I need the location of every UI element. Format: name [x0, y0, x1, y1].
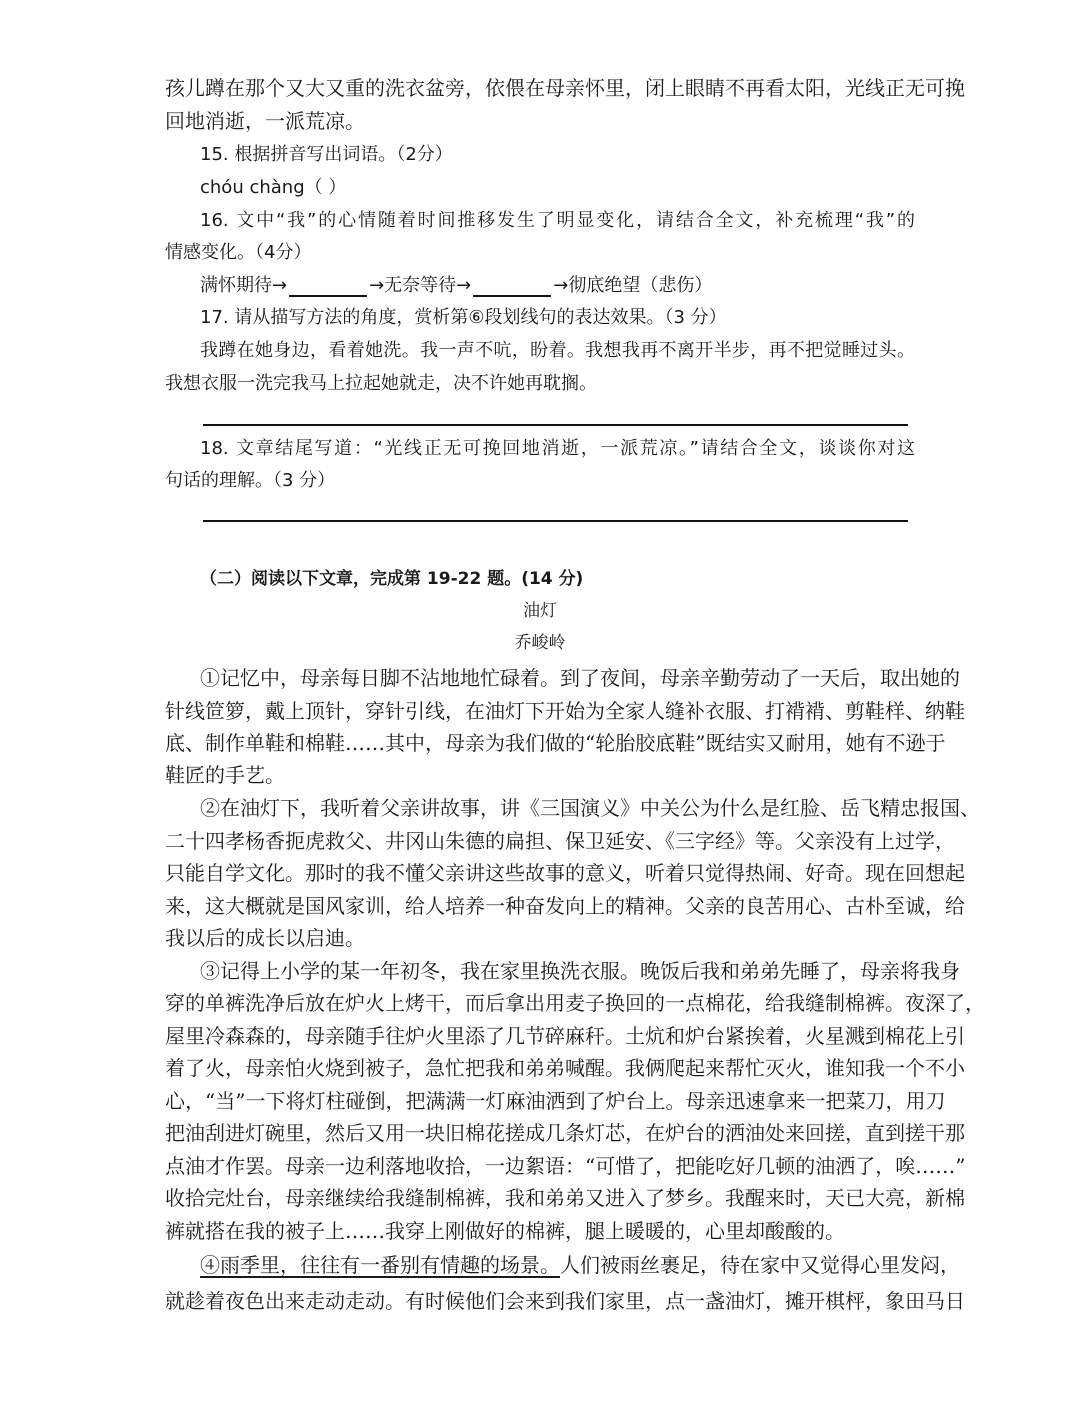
- paragraph-line: ②在油灯下，我听着父亲讲故事，讲《三国演义》中关公为什么是红脸、岳飞精忠报国、: [200, 796, 980, 820]
- question-16-emotion-chain: [200, 270, 915, 302]
- question-17-prompt: 17. 请从描写方法的角度，赏析第⑥段划线句的表达效果。（3 分）: [200, 307, 727, 328]
- paragraph-line: 穿的单裤洗净后放在炉火上烤干，而后拿出用麦子换回的一点棉花，给我缝制棉裤。夜深了，: [165, 991, 985, 1015]
- answer-line[interactable]: [203, 424, 908, 426]
- question-16-prompt: 情感变化。（4分）: [165, 242, 312, 263]
- paragraph-line: 屋里冷森森的，母亲随手往炉火里添了几节碎麻秆。土炕和炉台紧挨着，火星溅到棉花上引: [165, 1024, 965, 1048]
- paragraph-line: 心，“当”一下将灯柱碰倒，把满满一灯麻油洒到了炉台上。母亲迅速拿来一把菜刀，用刀: [165, 1089, 946, 1113]
- paragraph-line: [200, 1249, 960, 1281]
- paragraph-line: 裤就搭在我的被子上……我穿上刚做好的棉裤，腿上暖暖的，心里却酸酸的。: [165, 1219, 845, 1243]
- question-17-quote: 我蹲在她身边，看着她洗。我一声不吭，盼着。我想我再不离开半步，再不把觉睡过头。: [200, 340, 915, 361]
- question-18-prompt: 句话的理解。（3 分）: [165, 470, 336, 491]
- paragraph-line: 针线笸箩，戴上顶针，穿针引线，在油灯下开始为全家人缝补衣服、打褙褙、剪鞋样、纳鞋: [165, 699, 965, 723]
- paragraph-line: ①记忆中，母亲每日脚不沾地地忙碌着。到了夜间，母亲辛勤劳动了一天后，取出她的: [200, 666, 960, 690]
- article-author: 乔峻岭: [514, 633, 566, 653]
- question-16-prompt: 16. 文中“我”的心情随着时间推移发生了明显变化，请结合全文，补充梳理“我”的: [200, 210, 915, 231]
- question-15-prompt: 15. 根据拼音写出词语。（2分）: [200, 144, 453, 165]
- answer-blank[interactable]: [473, 275, 551, 297]
- paragraph-line: 着了火，母亲怕火烧到被子，急忙把我和弟弟喊醒。我俩爬起来帮忙灭火，谁知我一个不小: [165, 1056, 965, 1080]
- chain-step: →无奈等待→: [369, 275, 472, 296]
- paragraph-line: 鞋匠的手艺。: [165, 763, 285, 787]
- answer-blank[interactable]: [289, 275, 367, 297]
- paragraph-line: 把油刮进灯碗里，然后又用一块旧棉花搓成几条灯芯，在炉台的洒油处来回搓，直到搓干那: [165, 1121, 965, 1145]
- chain-step: →彻底绝望（悲伤）: [553, 275, 713, 296]
- paragraph-line: 点油才作罢。母亲一边利落地收拾，一边絮语：“可惜了，把能吃好几顿的油洒了，唉……”: [165, 1154, 966, 1178]
- paragraph-line: 来，这大概就是国风家训，给人培养一种奋发向上的精神。父亲的良苦用心、古朴至诚，给: [165, 894, 965, 918]
- paragraph-line: 底、制作单鞋和棉鞋……其中，母亲为我们做的“轮胎胶底鞋”既结实又耐用，她有不逊于: [165, 731, 946, 755]
- paragraph-line: ③记得上小学的某一年初冬，我在家里换洗衣服。晚饭后我和弟弟先睡了，母亲将我身: [200, 959, 960, 983]
- article-title: 油灯: [523, 601, 557, 621]
- underlined-sentence: ④雨季里，往往有一番别有情趣的场景。: [200, 1253, 560, 1277]
- story-text-line: 回地消逝，一派荒凉。: [165, 109, 365, 133]
- paragraph-line: 二十四孝杨香扼虎救父、井冈山朱德的扁担、保卫延安、《三字经》等。父亲没有上过学，: [165, 829, 955, 853]
- paragraph-line: 收拾完灶台，母亲继续给我缝制棉裤，我和弟弟又进入了梦乡。我醒来时，天已大亮，新棉: [165, 1186, 965, 1210]
- paragraph-line: 只能自学文化。那时的我不懂父亲讲这些故事的意义，听着只觉得热闹、好奇。现在回想起: [165, 861, 965, 885]
- paragraph-line: 我以后的成长以启迪。: [165, 926, 365, 950]
- paragraph-line: 就趁着夜色出来走动走动。有时候他们会来到我们家里，点一盏油灯，摊开棋枰，象田马日: [165, 1289, 965, 1313]
- paragraph-text: 人们被雨丝裹足，待在家中又觉得心里发闷，: [560, 1253, 960, 1277]
- question-18-prompt: 18. 文章结尾写道：“光线正无可挽回地消逝，一派荒凉。”请结合全文，谈谈你对这: [200, 438, 915, 459]
- story-text-line: 孩儿蹲在那个又大又重的洗衣盆旁，依偎在母亲怀里，闭上眼睛不再看太阳，光线正无可挽: [165, 76, 965, 100]
- answer-line[interactable]: [203, 520, 908, 522]
- question-15-pinyin: chóu chàng（ ）: [200, 177, 347, 198]
- section-heading: （二）阅读以下文章，完成第 19-22 题。(14 分): [200, 569, 584, 589]
- question-17-quote: 我想衣服一洗完我马上拉起她就走，决不许她再耽搁。: [165, 373, 597, 394]
- chain-step: 满怀期待→: [200, 275, 288, 296]
